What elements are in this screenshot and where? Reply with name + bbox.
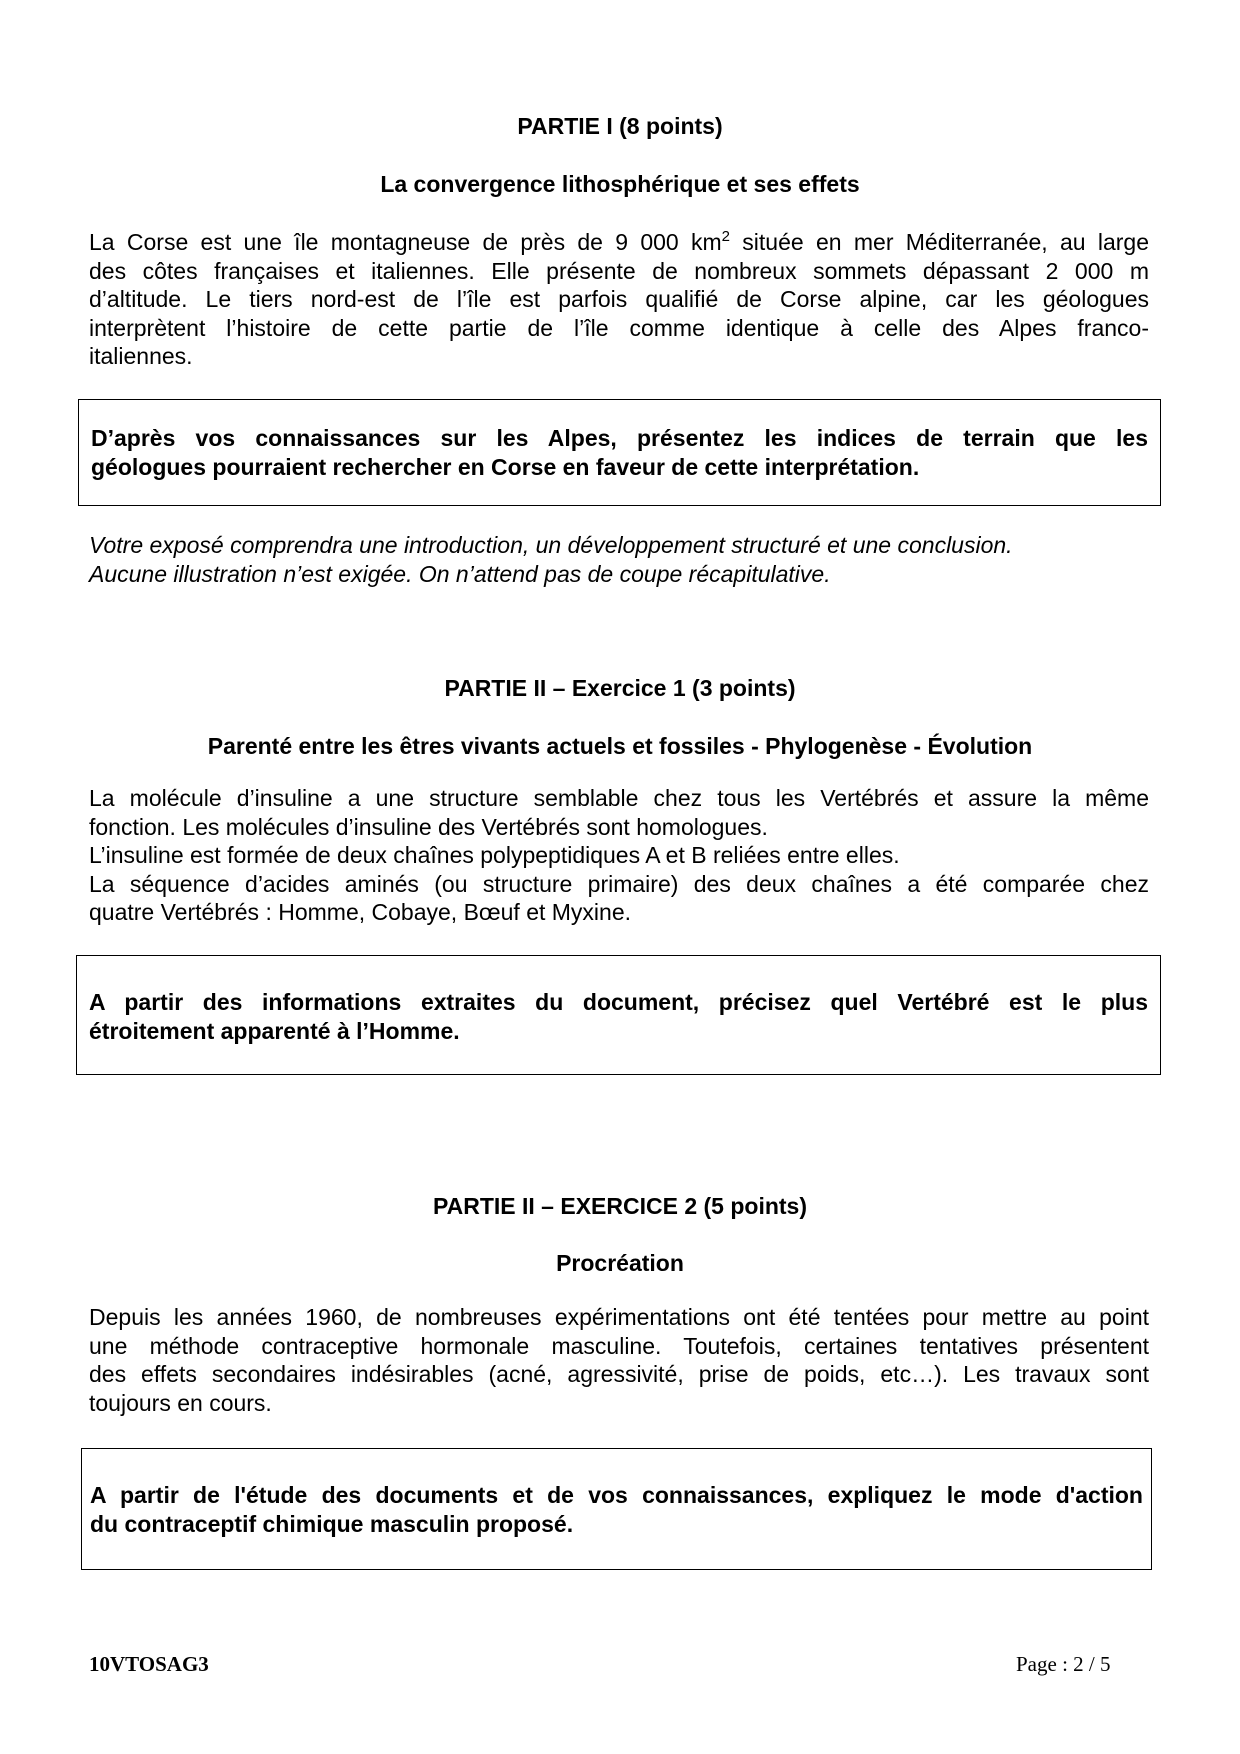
partie1-intro-line-2: des côtes françaises et italiennes. Elle présente de nombreux sommets dépassant 2 000 m — [89, 257, 1149, 284]
partie2-ex1-intro-line-2: fonction. Les molécules d’insuline des Vertébrés sont homologues. — [89, 813, 768, 840]
footer-code: 10VTOSAG3 — [89, 1652, 209, 1676]
partie2-ex2-intro-line-4: toujours en cours. — [89, 1389, 272, 1416]
partie2-ex2-question-line-2: du contraceptif chimique masculin proposé. — [90, 1511, 574, 1537]
partie2-ex1-heading: PARTIE II – Exercice 1 (3 points) — [444, 675, 796, 701]
partie1-instruction-line-1: Votre exposé comprendra une introduction, un développement structuré et une conclusion. — [89, 532, 1013, 558]
partie2-ex2-question-box — [81, 1448, 1152, 1570]
partie2-ex2-intro-line-2: une méthode contraceptive hormonale masculine. Toutefois, certaines tentatives présentent — [89, 1332, 1149, 1359]
partie1-instruction-line-2: Aucune illustration n’est exigée. On n’attend pas de coupe récapitulative. — [89, 560, 831, 587]
partie2-ex2-intro-line-3: des effets secondaires indésirables (acné, agressivité, prise de poids, etc…). Les travaux sont — [89, 1361, 1149, 1387]
partie1-intro-line-1: La Corse est une île montagneuse de près de 9 000 $km^2$ située en mer Méditerranée, au large — [89, 228, 1149, 255]
partie1-question-line-2: géologues pourraient rechercher en Corse en faveur de cette interprétation. — [91, 454, 920, 480]
partie2-ex1-intro-line-3: L’insuline est formée de deux chaînes polypeptidiques A et B reliées entre elles. — [89, 842, 900, 868]
partie2-ex2-question-line-1: A partir de l'étude des documents et de vos connaissances, expliquez le mode d'action — [90, 1482, 1143, 1508]
partie1-subheading: La convergence lithosphérique et ses effets — [380, 171, 860, 197]
partie2-ex2-subheading: Procréation — [556, 1250, 684, 1276]
partie2-ex2-intro-line-1: Depuis les années 1960, de nombreuses expérimentations ont été tentées pour mettre au point — [89, 1304, 1149, 1330]
partie1-intro — [89, 228, 1149, 371]
partie1-intro-line-5: italiennes. — [89, 343, 193, 369]
partie1-question-line-1: D’après vos connaissances sur les Alpes, présentez les indices de terrain que les — [91, 425, 1148, 451]
partie2-ex1-intro-line-1: La molécule d’insuline a une structure semblable chez tous les Vertébrés et assure la même — [89, 785, 1149, 811]
partie1-heading: PARTIE I (8 points) — [517, 113, 723, 139]
partie1-intro-line-3: d’altitude. Le tiers nord-est de l’île est parfois qualifié de Corse alpine, car les géologues — [89, 286, 1149, 312]
partie2-ex1-intro — [89, 784, 1149, 927]
partie2-ex2-intro — [89, 1303, 1149, 1417]
superscript-2: 2 — [721, 228, 731, 245]
partie2-ex1-subheading: Parenté entre les êtres vivants actuels et fossiles - Phylogenèse - Évolution — [207, 733, 1033, 759]
partie1-question-box — [78, 399, 1161, 506]
partie2-ex1-question-box — [76, 955, 1161, 1075]
partie2-ex1-question-line-2: étroitement apparenté à l’Homme. — [89, 1018, 460, 1044]
partie2-ex1-intro-line-5: quatre Vertébrés : Homme, Cobaye, Bœuf et Myxine. — [89, 899, 632, 925]
partie2-ex2-heading: PARTIE II – EXERCICE 2 (5 points) — [432, 1193, 808, 1219]
partie1-intro-line-4: interprètent l’histoire de cette partie de l’île comme identique à celle des Alpes franco- — [89, 314, 1149, 341]
partie2-ex1-question-line-1: A partir des informations extraites du document, précisez quel Vertébré est le plus — [89, 989, 1148, 1015]
footer-page-number: Page : 2 / 5 — [1016, 1652, 1111, 1676]
partie2-ex1-intro-line-4: La séquence d’acides aminés (ou structure primaire) des deux chaînes a été comparée chez — [89, 870, 1149, 897]
partie1-instructions — [89, 531, 1149, 588]
